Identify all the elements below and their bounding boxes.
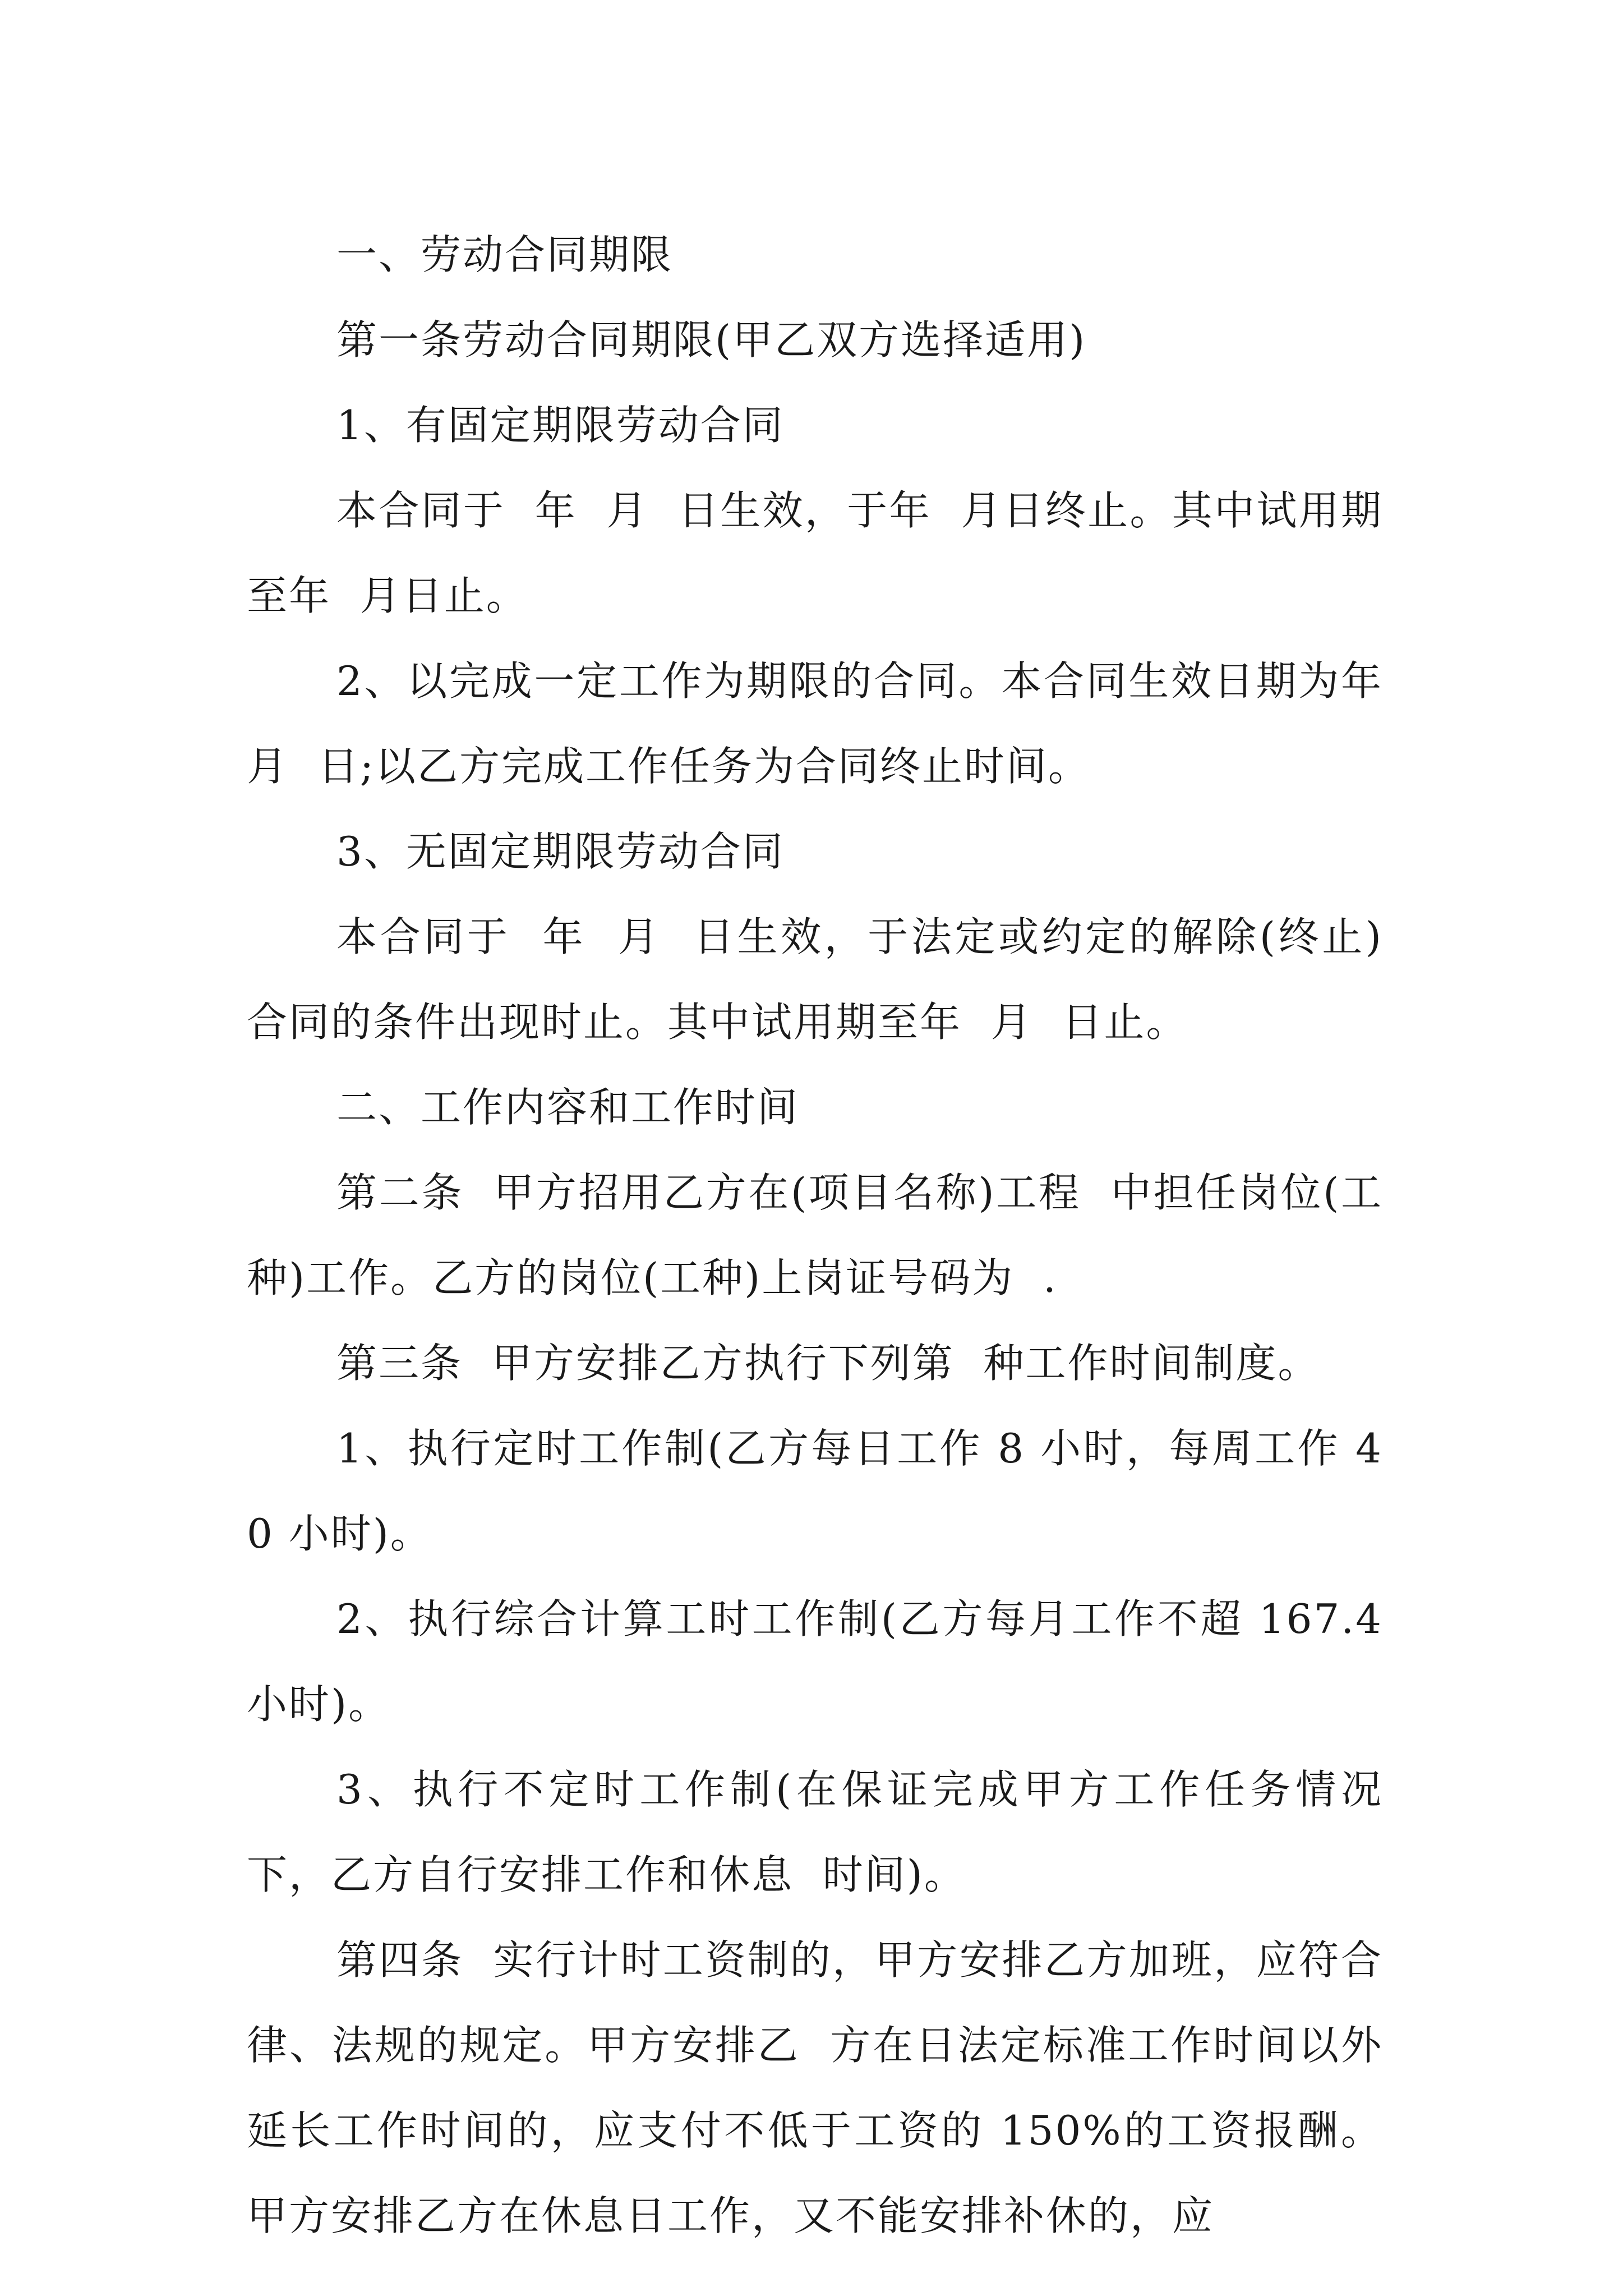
- option-2-task-term: 2、以完成一定工作为期限的合同。本合同生效日期为年 月 日;以乙方完成工作任务为合同终止时间。: [247, 657, 1412, 790]
- article-1-heading: 第一条劳动合同期限(甲乙双方选择适用): [336, 316, 1087, 364]
- option-3-open-ended: 3、无固定期限劳动合同: [336, 828, 785, 875]
- option-1-fixed-term: 1、有固定期限劳动合同: [336, 402, 785, 449]
- option-1-body: 本合同于 年 月 日生效，于年 月日终止。其中试用期至年 月日止。: [247, 487, 1383, 619]
- section-heading-work-content: 二、工作内容和工作时间: [336, 1084, 800, 1131]
- article-4-body: 第四条 实行计时工资制的，甲方安排乙方加班，应符合律、法规的规定。甲方安排乙 方在日法定标准工作时间以外延长工作时间的，应支付不低于工资的 150%的工资报酬。 甲方安排乙方在休息日工作，又不能安排补休的，应: [247, 1936, 1412, 2239]
- option-3-body: 本合同于 年 月 日生效，于法定或约定的解除(终止)合同的条件出现时止。其中试用期至年 月 日止。: [247, 913, 1383, 1046]
- article-2-body: 第二条 甲方招用乙方在(项目名称)工程 中担任岗位(工种)工作。乙方的岗位(工种)上岗证号码为 .: [247, 1169, 1383, 1301]
- work-system-3: 3、执行不定时工作制(在保证完成甲方工作任务情况下，乙方自行安排工作和休息 时间)。: [247, 1766, 1383, 1898]
- section-heading-contract-term: 一、劳动合同期限: [336, 231, 674, 278]
- document-body: [247, 212, 1412, 2258]
- work-system-1: 1、执行定时工作制(乙方每日工作 8 小时，每周工作 40 小时)。: [247, 1425, 1383, 1557]
- article-3-body: 第三条 甲方安排乙方执行下列第 种工作时间制度。: [336, 1340, 1320, 1387]
- work-system-2: 2、执行综合计算工时工作制(乙方每月工作不超 167.4 小时)。: [247, 1595, 1398, 1728]
